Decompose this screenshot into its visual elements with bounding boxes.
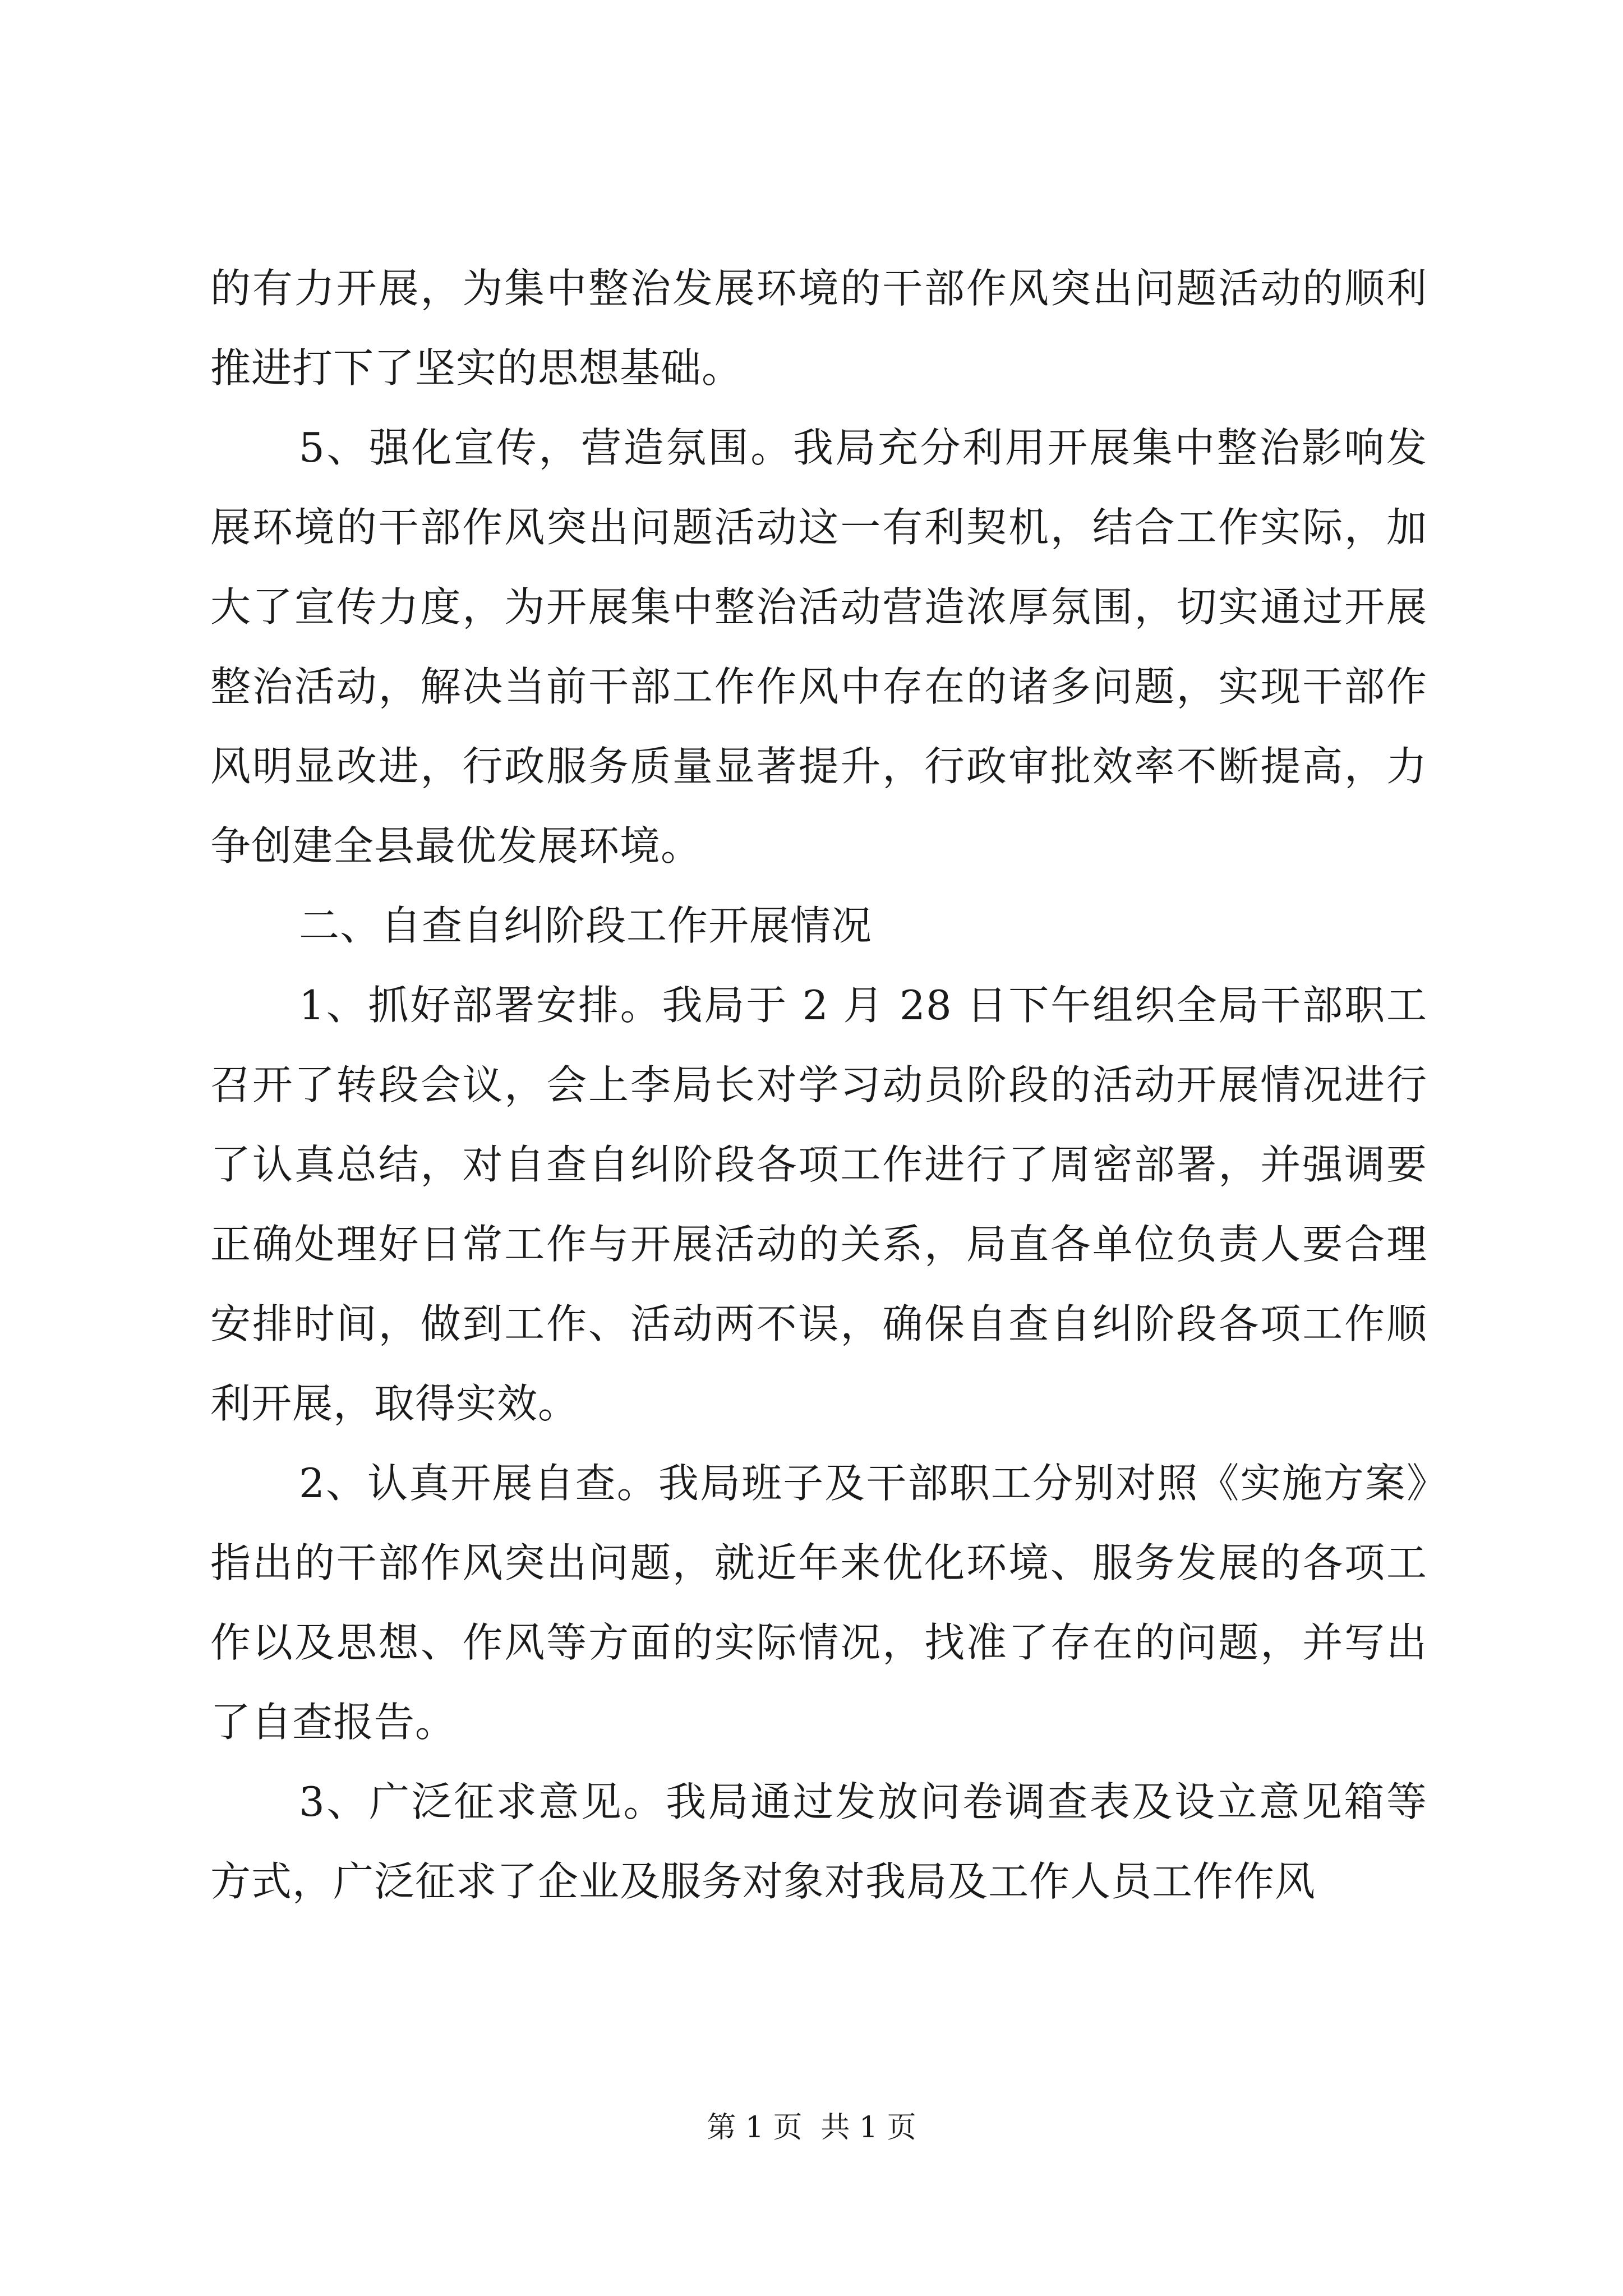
- section-heading-2: 二、自查自纠阶段工作开展情况: [299, 902, 873, 949]
- paragraph-continuation: 的有力开展，为集中整治发展环境的干部作风突出问题活动的顺利推进打下了坚实的思想基础。: [210, 265, 1427, 392]
- page-number-label: 第 1 页 共 1 页: [707, 2111, 916, 2145]
- paragraph-item-3: 3、广泛征求意见。我局通过发放问卷调查表及设立意见箱等方式，广泛征求了企业及服务对象对我局及工作人员工作作风: [210, 1778, 1427, 1905]
- paragraph-item-5: 5、强化宣传，营造氛围。我局充分利用开展集中整治影响发展环境的干部作风突出问题活动这一有利契机，结合工作实际，加大了宣传力度，为开展集中整治活动营造浓厚氛围，切实通过开展整治活动，解决当前干部工作作风中存在的诸多问题，实现干部作风明显改进，行政服务质量显著提升，行政审批效率不断提高，力争创建全县最优发展环境。: [210, 424, 1427, 869]
- paragraph-item-1: 1、抓好部署安排。我局于 2 月 28 日下午组织全局干部职工召开了转段会议，会上李局长对学习动员阶段的活动开展情况进行了认真总结，对自查自纠阶段各项工作进行了周密部署，并强调要正确处理好日常工作与开展活动的关系，局直各单位负责人要合理安排时间，做到工作、活动两不误，确保自查自纠阶段各项工作顺利开展，取得实效。: [210, 982, 1427, 1427]
- page-footer: [0, 2108, 1623, 2147]
- document-body: [210, 249, 1427, 1921]
- paragraph-item-2: 2、认真开展自查。我局班子及干部职工分别对照《实施方案》指出的干部作风突出问题，就近年来优化环境、服务发展的各项工作以及思想、作风等方面的实际情况，找准了存在的问题，并写出了自查报告。: [210, 1460, 1427, 1746]
